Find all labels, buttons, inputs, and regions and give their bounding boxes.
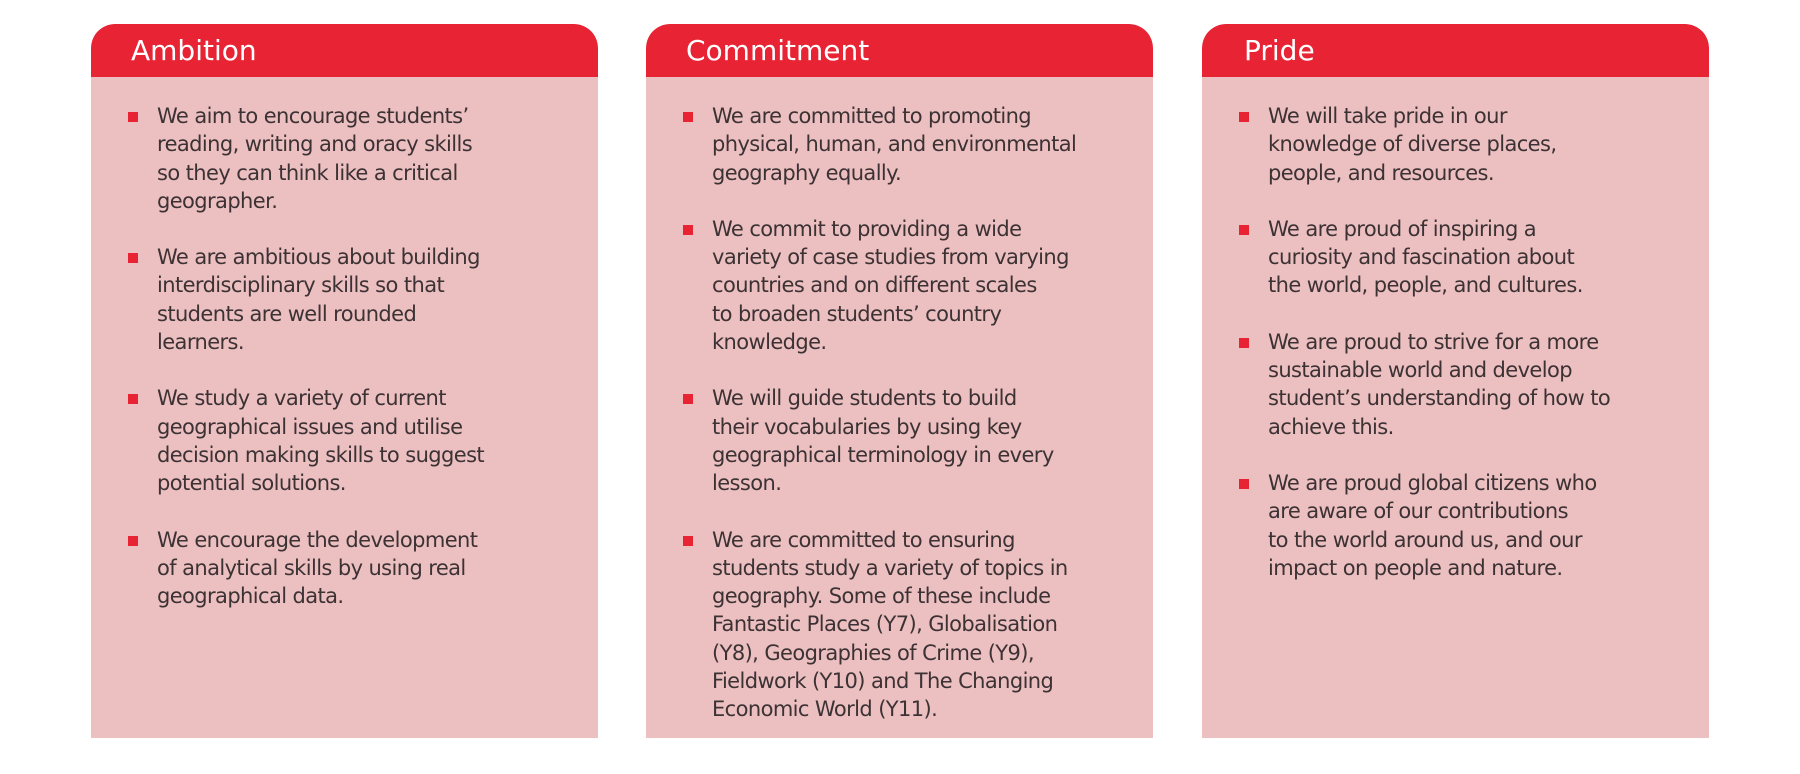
bullet-list: [1239, 102, 1669, 582]
list-item: [128, 384, 558, 497]
card-title: Pride: [1202, 24, 1709, 77]
card-body: [646, 77, 1153, 724]
square-bullet-icon: [683, 225, 693, 235]
list-item: [683, 215, 1113, 356]
square-bullet-icon: [128, 112, 138, 122]
list-item-text: We are committed to promoting physical, human, and environmental geography equally.: [712, 104, 1077, 185]
list-item-text: We commit to providing a wide variety of case studies from varying countries and on different scales to broaden students’ country knowledge.: [712, 216, 1069, 355]
list-item-text: We will take pride in our knowledge of diverse places, people, and resources.: [1268, 104, 1557, 185]
list-item: [128, 526, 558, 611]
list-item-text: We study a variety of current geographical issues and utilise decision making skills to suggest potential solutions.: [157, 386, 485, 496]
list-item: [1239, 328, 1669, 441]
square-bullet-icon: [1239, 112, 1249, 122]
square-bullet-icon: [683, 536, 693, 546]
ambition-card: [91, 24, 598, 738]
pride-card: [1202, 24, 1709, 738]
list-item: [128, 243, 558, 356]
list-item-text: We encourage the development of analytical skills by using real geographical data.: [157, 527, 478, 609]
square-bullet-icon: [128, 253, 138, 263]
square-bullet-icon: [128, 536, 138, 546]
card-title: Ambition: [91, 24, 598, 77]
bullet-list: [683, 102, 1113, 724]
list-item: [683, 384, 1113, 497]
list-item-text: We are ambitious about building interdisciplinary skills so that students are well rounded learners.: [157, 245, 480, 355]
list-item: [1239, 102, 1669, 187]
square-bullet-icon: [128, 394, 138, 404]
card-body: [1202, 77, 1709, 582]
list-item: [128, 102, 558, 215]
list-item: [683, 102, 1113, 187]
list-item-text: We will guide students to build their vocabularies by using key geographical terminology in every lesson.: [712, 386, 1054, 496]
square-bullet-icon: [1239, 338, 1249, 348]
list-item-text: We are proud of inspiring a curiosity and fascination about the world, people, and cultures.: [1268, 216, 1583, 298]
list-item-text: We are proud global citizens who are aware of our contributions to the world around us, and our impact on people and nature.: [1268, 470, 1597, 580]
square-bullet-icon: [683, 112, 693, 122]
bullet-list: [128, 102, 558, 610]
list-item-text: We are proud to strive for a more sustainable world and develop student’s understanding of how to achieve this.: [1268, 329, 1611, 439]
square-bullet-icon: [683, 394, 693, 404]
list-item: [683, 526, 1113, 724]
card-title: Commitment: [646, 24, 1153, 77]
list-item: [1239, 469, 1669, 582]
commitment-card: [646, 24, 1153, 738]
square-bullet-icon: [1239, 225, 1249, 235]
list-item: [1239, 215, 1669, 300]
card-body: [91, 77, 598, 610]
list-item-text: We are committed to ensuring students study a variety of topics in geography. Some of these include Fantastic Places (Y7), Globalisation (Y8), Geographies of Crime (Y9), Fieldwork (Y10) and The Changing Economic World (Y11).: [712, 527, 1068, 722]
square-bullet-icon: [1239, 479, 1249, 489]
list-item-text: We aim to encourage students’ reading, writing and oracy skills so they can think like a critical geographer.: [157, 104, 473, 213]
